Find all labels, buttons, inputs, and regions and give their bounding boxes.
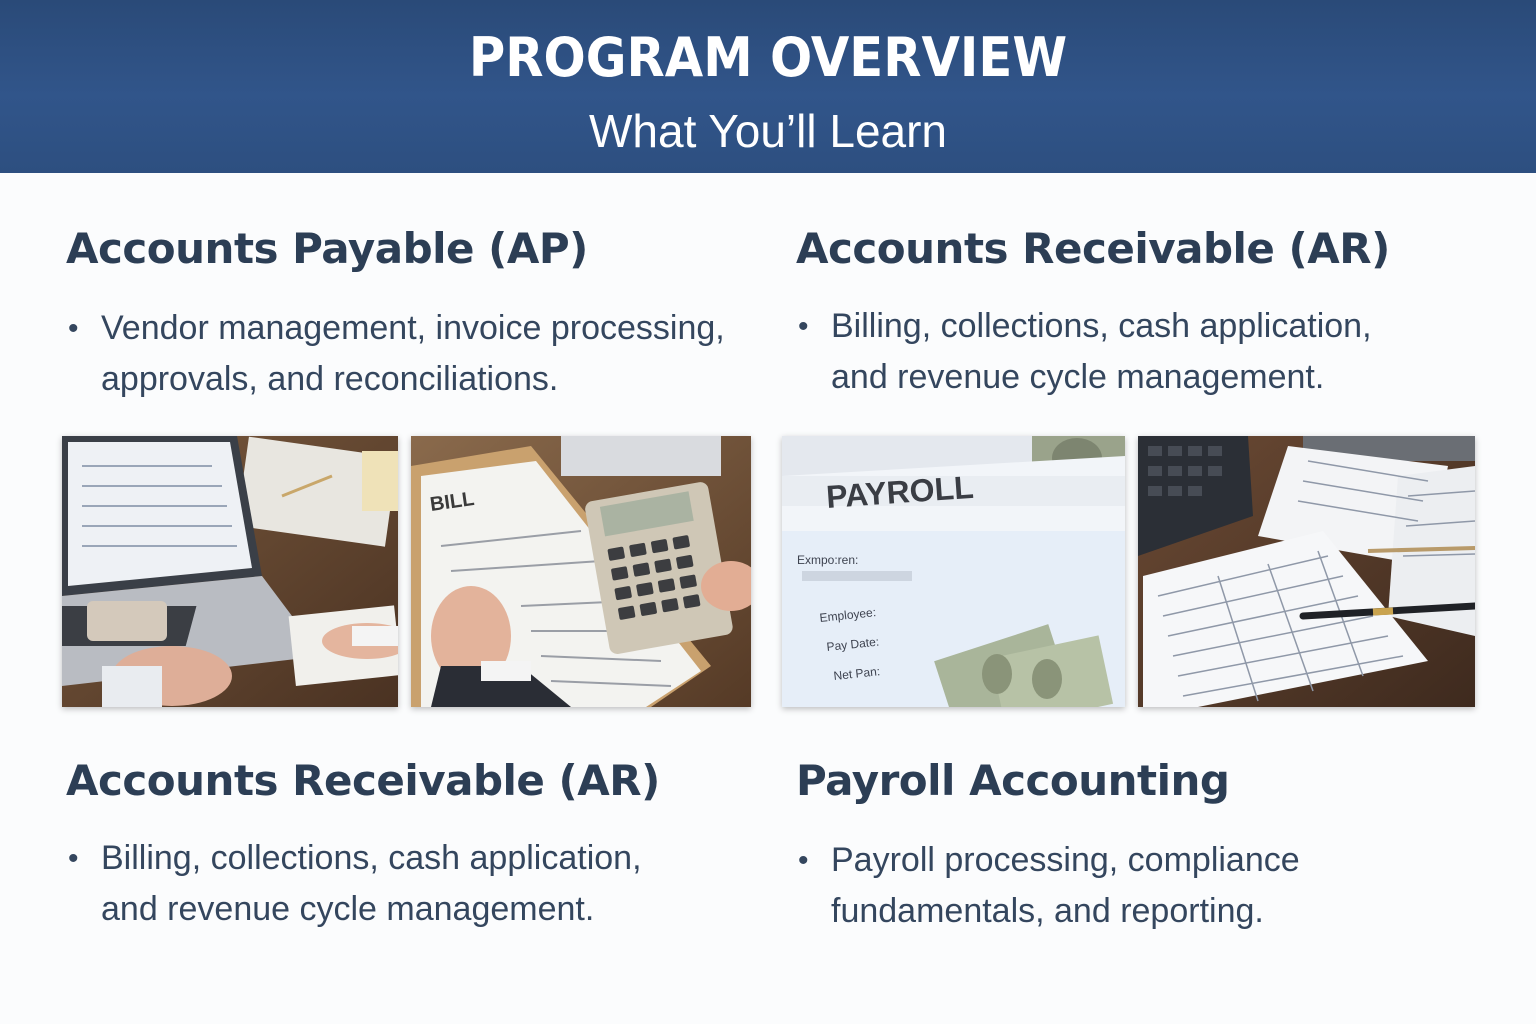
bullet-dot-icon: • — [798, 310, 809, 343]
bullet-item: • Billing, collections, cash application, — [796, 301, 1476, 352]
section-heading: Payroll Accounting — [796, 756, 1230, 805]
photo-payroll-document — [782, 436, 1125, 707]
bullet-continuation: and revenue cycle management. — [101, 890, 595, 928]
bullet-continuation: fundamentals, and reporting. — [831, 892, 1264, 930]
section-heading: Accounts Receivable (AR) — [66, 756, 660, 805]
bullet-continuation: approvals, and reconciliations. — [101, 360, 559, 398]
payroll-field-2: Employee: — [818, 605, 877, 625]
section-accounts-receivable-bottom — [66, 756, 746, 935]
payroll-field-4: Net Pan: — [832, 664, 881, 683]
bullet-dot-icon: • — [68, 312, 79, 345]
page-title: PROGRAM OVERVIEW — [468, 26, 1068, 89]
page-subtitle: What You’ll Learn — [588, 105, 948, 157]
section-bullets — [796, 835, 1476, 937]
bullet-continuation: and revenue cycle management. — [831, 358, 1325, 396]
photo-ledger-pen — [1138, 436, 1475, 707]
section-bullets — [796, 301, 1476, 403]
bullet-item: • Billing, collections, cash application, — [66, 833, 746, 884]
bullet-dot-icon: • — [68, 842, 79, 875]
section-accounts-receivable-top — [796, 224, 1476, 403]
bullet-dot-icon: • — [798, 844, 809, 877]
payroll-field-1: Exmpo:ren: — [797, 553, 859, 567]
payroll-field-3: Pay Date: — [825, 634, 880, 654]
bullet-item: • Vendor management, invoice processing, — [66, 303, 746, 354]
bullet-item: • Payroll processing, compliance — [796, 835, 1476, 886]
section-bullets — [66, 303, 746, 405]
section-heading: Accounts Payable (AP) — [66, 224, 588, 273]
photo-bill-calculator — [411, 436, 751, 707]
payroll-title: PAYROLL — [824, 468, 975, 515]
section-accounts-payable — [66, 224, 746, 405]
header-banner — [0, 0, 1536, 173]
section-payroll-accounting — [796, 756, 1476, 937]
bill-label: BILL — [428, 487, 476, 516]
section-heading: Accounts Receivable (AR) — [796, 224, 1390, 273]
photo-laptop-calculator — [62, 436, 398, 707]
section-bullets — [66, 833, 746, 935]
